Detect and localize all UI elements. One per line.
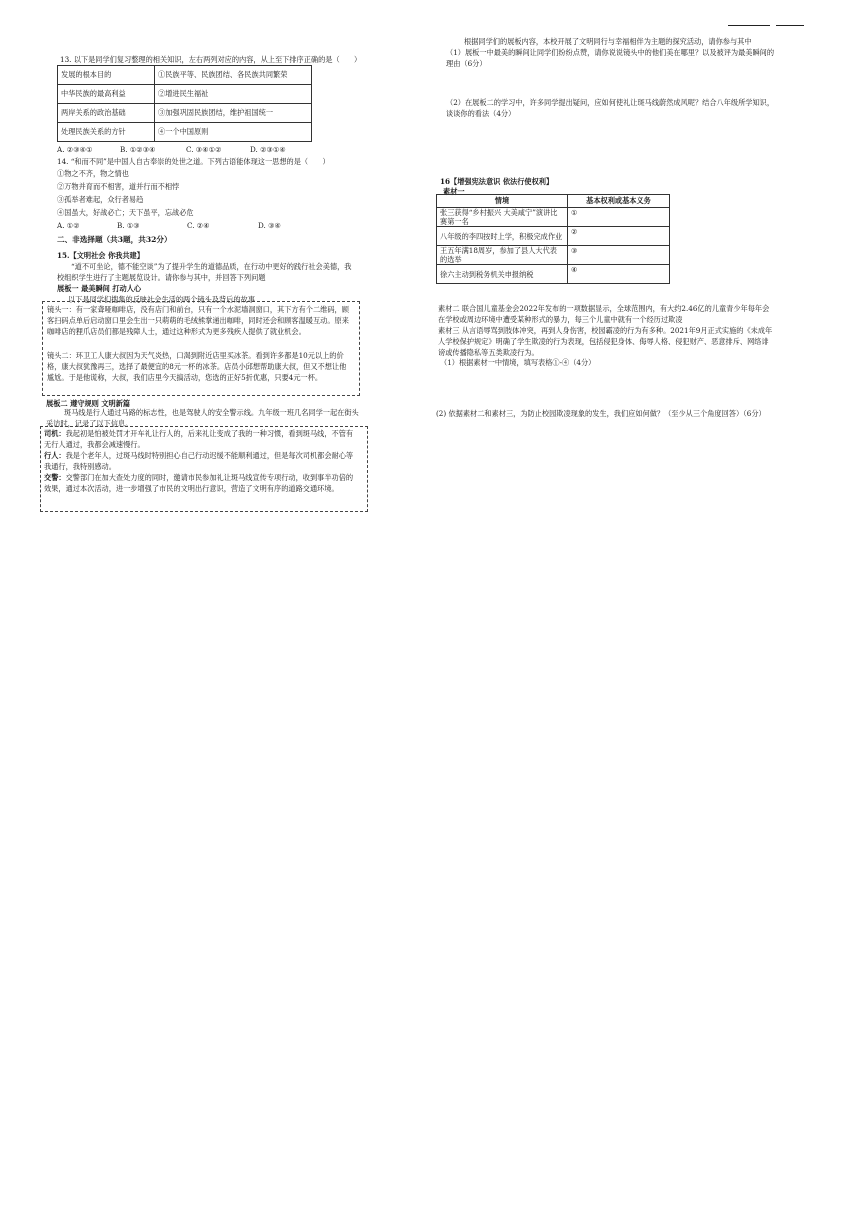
q14-item: ①物之不齐，物之情也	[57, 169, 129, 178]
q14-item: ③孤举者难起，众行者易趋	[57, 195, 144, 204]
quote-speaker: 交警：	[44, 473, 66, 482]
table-scene: 张三获得“乡村振兴 大美咸宁”演讲比赛第一名	[437, 208, 568, 227]
quote-speaker: 行人：	[44, 451, 66, 460]
table-scene: 徐六主动到税务机关申报纳税	[437, 265, 568, 284]
header-rule	[728, 25, 770, 26]
sub-question-2: (2) 依据素材二和素材三，为防止校园欺凌现象的发生，我们应如何做？（至少从三个角度回答）（6分）	[436, 409, 766, 418]
quote-driver	[44, 428, 360, 450]
table-answer: ③	[568, 246, 670, 265]
q14-option-d: D. ③④	[258, 221, 281, 230]
q14-option-b: B. ①③	[117, 221, 140, 230]
table-scene: 王五年满18周岁，参加了县人大代表的选举	[437, 246, 568, 265]
q13-table	[57, 65, 312, 142]
q13-left-cell: 处理民族关系的方针	[58, 123, 155, 142]
rights-table	[436, 194, 670, 284]
q13-left-cell: 中华民族的最高利益	[58, 85, 155, 104]
board1-subtitle: 以下是同学们搜集的反映社会生活的两个镜头及背后的故事	[68, 295, 255, 304]
table-header: 情境	[437, 195, 568, 208]
q14-item: ②万物并育而不相害，道并行而不相悖	[57, 182, 180, 191]
question-2: （2）在展板二的学习中，许多同学提出疑问，应如何使礼让斑马线蔚然成风呢？结合八年级所学知识，谈谈你的看法（4分）	[446, 98, 775, 118]
q13-right-cell: ②增进民生福祉	[155, 85, 312, 104]
q14-stem: 14. “和而不同”是中国人自古奉崇的处世之道。下列古语能体现这一思想的是（ ）	[57, 157, 330, 166]
section-heading: 二、非选择题（共3题，共32分）	[57, 235, 172, 244]
quote-pedestrian	[44, 450, 360, 472]
q13-option-b: B. ①②③④	[120, 145, 156, 154]
table-scene: 八年级的李四按时上学，积极完成作业	[437, 227, 568, 246]
shot-2: 镜头二：环卫工人康大叔因为天气炎热，口渴到附近店里买冰茶。看到许多都是10元以上的价格，康大叔犹豫再三，选择了最便宜的8元一杯的冰茶。店员小邱想帮助康大叔，但又不想让他尴尬。于是他谎称，大叔，我们店里今天搞活动，您选的正好5折优惠，只要4元一杯。	[47, 351, 347, 382]
shot-1: 镜头一：有一家聋哑咖啡店，没有店门和前台，只有一个水泥墙洞窗口，其下方有个二维码，顾客扫码点单后启动窗口里会生出一只萌萌的毛绒熊掌递出咖啡，同时还会和顾客温暖互动。原来咖啡店的狸爪店员们都是残障人士，通过这种形式为更多残疾人提供了就业机会。	[47, 305, 349, 336]
board2-title: 展板二 遵守规则 文明新篇	[46, 399, 131, 408]
header-rule	[776, 25, 804, 26]
quote-text: 我起初是怕被处罚才开车礼让行人的，后来礼让变成了我的一种习惯，看到斑马线，不管有无行人通过，我都会减速慢行。	[44, 429, 354, 449]
q13-right-cell: ①民族平等、民族团结、各民族共同繁荣	[155, 66, 312, 85]
material-1-label: 素材一	[443, 187, 465, 196]
table-answer: ①	[568, 208, 670, 227]
q14-item: ④国虽大，好战必亡；天下虽平，忘战必危	[57, 208, 194, 217]
material-3: 素材三 从言语辱骂到肢体冲突，再到人身伤害，校园霸凌的行为有多种。2021年9月正式实施的《未成年人学校保护规定》明确了学生欺凌的行为表现，包括侵犯身体、侮辱人格、侵犯财产、恶意排斥、网络诽谤或传播隐私等五类欺凌行为。	[438, 326, 773, 357]
q13-option-d: D. ②③①④	[250, 145, 286, 154]
quote-police	[44, 472, 360, 494]
quote-speaker: 司机：	[44, 429, 66, 438]
q13-left-cell: 两岸关系的政治基础	[58, 104, 155, 123]
quote-text: 交警部门在加大查处力度的同时，邀请市民参加礼让斑马线宣传专项行动，收到事半功倍的效果，通过本次活动，进一步增强了市民的文明出行意识，营造了文明有序的道路交通环境。	[44, 473, 354, 493]
q14-option-c: C. ②④	[187, 221, 210, 230]
sub-question-1: （1）根据素材一中情境，填写表格①-④（4分）	[440, 358, 596, 367]
q13-option-c: C. ③④①②	[186, 145, 222, 154]
material-2: 素材二 联合国儿童基金会2022年发布的一项数据显示，全球范围内，有大约2.46亿的儿童青少年每年会在学校或周边环境中遭受某种形式的暴力，每三个儿童中就有一个经历过欺凌	[438, 304, 770, 324]
board1-title: 展板一 最美瞬间 打动人心	[57, 284, 142, 293]
q13-stem: 13. 以下是同学们复习整理的相关知识，左右两列对应的内容，从上至下排序正确的是（ ）	[60, 55, 362, 64]
q14-option-a: A. ①②	[57, 221, 80, 230]
question-1: （1）展板一中最美的瞬间让同学们纷纷点赞，请你说说镜头中的他们美在哪里？以及被评为最美瞬间的理由（6分）	[446, 48, 775, 68]
q13-right-cell: ④一个中国原则	[155, 123, 312, 142]
table-answer: ②	[568, 227, 670, 246]
board2-intro: 斑马线是行人通过马路的标志性，也是驾驶人的安全警示线。九年级一班几名同学一起在街头采访时，记录了以下信息。	[46, 408, 359, 428]
q15-title: 15.【文明社会 你我共建】	[57, 251, 144, 260]
q16-title: 16【增强宪法意识 依法行使权利】	[440, 177, 554, 186]
table-answer: ④	[568, 265, 670, 284]
q13-right-cell: ③加强巩固民族团结，维护祖国统一	[155, 104, 312, 123]
activity-intro: 根据同学们的展板内容，本校开展了文明同行与幸福相伴为主题的探究活动，请你参与其中	[464, 37, 752, 46]
table-header: 基本权利或基本义务	[568, 195, 670, 208]
q13-option-a: A. ②③④①	[57, 145, 93, 154]
q13-left-cell: 发展的根本目的	[58, 66, 155, 85]
quote-text: 我是个老年人，过斑马线时特别担心自己行动迟缓不能顺利通过，但是每次司机都会耐心等我通行，我特别感动。	[44, 451, 354, 471]
q15-intro: “道不可坐论，德不能空谈”为了提升学生的道德品质，在行动中更好的践行社会美德，我校组织学生进行了主题展览设计。请你参与其中，并回答下列问题	[57, 262, 352, 282]
